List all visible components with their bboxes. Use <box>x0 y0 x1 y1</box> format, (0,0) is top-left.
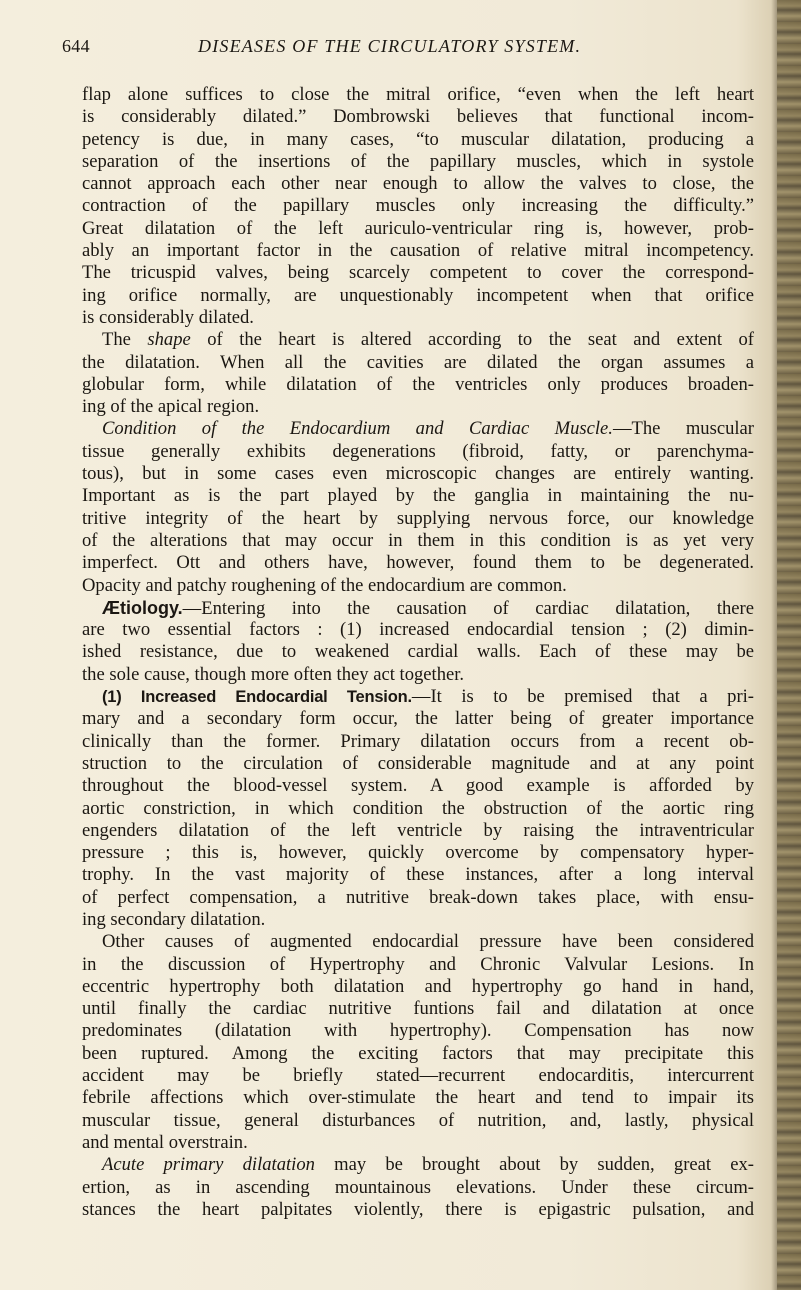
line-text: The tricuspid valves, being scarcely competent to cover the correspond- <box>82 262 754 284</box>
text-line <box>82 1065 754 1087</box>
text-line <box>82 753 754 775</box>
line-text: the sole cause, though more often they act together. <box>82 663 465 685</box>
text-line <box>82 1043 754 1065</box>
text-line <box>82 374 754 396</box>
text-line <box>82 463 754 485</box>
line-text: febrile affections which over-stimulate the heart and tend to impair its <box>82 1087 754 1109</box>
line-text: is considerably dilated.” Dombrowski believes that functional incom- <box>82 106 754 128</box>
text-line <box>82 396 754 418</box>
line-text: trophy. In the vast majority of these instances, after a long interval <box>82 864 754 886</box>
line-text: ably an important factor in the causation of relative mitral incompetency. <box>82 240 754 262</box>
text-line <box>82 1154 754 1176</box>
text-line <box>82 619 754 641</box>
line-text: flap alone suffices to close the mitral orifice, “even when the left heart <box>82 84 754 105</box>
text-line <box>82 1087 754 1109</box>
text-line <box>82 173 754 195</box>
line-text: of the alterations that may occur in them in this condition is as yet very <box>82 529 754 551</box>
text-line <box>82 485 754 507</box>
text-line <box>82 998 754 1020</box>
text-line <box>82 441 754 463</box>
text-line <box>82 329 754 351</box>
line-text: and mental overstrain. <box>82 1131 248 1153</box>
text-line <box>82 909 754 931</box>
line-text: Opacity and patchy roughening of the endocardium are common. <box>82 574 567 596</box>
line-text: mary and a secondary form occur, the latter being of greater importance <box>82 708 754 730</box>
line-text: —It is to be premised that a pri- <box>411 686 754 708</box>
text-line <box>82 1199 754 1221</box>
text-line <box>82 352 754 374</box>
text-line <box>82 195 754 217</box>
line-text: clinically than the former. Primary dilatation occurs from a recent ob- <box>82 730 754 752</box>
text-line <box>82 708 754 730</box>
text-line <box>82 820 754 842</box>
text-line <box>82 1110 754 1132</box>
line-text: Great dilatation of the left auriculo-ventricular ring is, however, prob- <box>82 217 754 239</box>
line-text: tissue generally exhibits degenerations (fibroid, fatty, or parenchyma- <box>82 440 754 462</box>
line-text: tritive integrity of the heart by supplying nervous force, our knowledge <box>82 507 754 529</box>
book-binding-edge <box>777 0 801 1290</box>
line-text: contraction of the papillary muscles only increasing the difficulty.” <box>82 195 754 217</box>
text-line <box>82 508 754 530</box>
line-text: struction to the circulation of considerable magnitude and at any point <box>82 752 754 774</box>
text-line <box>82 931 754 953</box>
line-text: eccentric hypertrophy both dilatation and hypertrophy go hand in hand, <box>82 975 754 997</box>
running-head <box>62 36 762 62</box>
line-text: is considerably dilated. <box>82 306 254 328</box>
text-line <box>82 641 754 663</box>
line-text: Other causes of augmented endocardial pressure have been considered <box>102 931 754 953</box>
line-text: throughout the blood-vessel system. A good example is afforded by <box>82 775 754 797</box>
line-text: aortic constriction, in which condition the obstruction of the aortic ring <box>82 797 754 819</box>
text-line <box>82 864 754 886</box>
text-line <box>82 887 754 909</box>
line-text: stances the heart palpitates violently, there is epigastric pulsation, and <box>82 1198 754 1220</box>
line-text: engenders dilatation of the left ventricle by raising the intraventricular <box>82 819 754 841</box>
body-text <box>82 84 754 1221</box>
line-text: The <box>102 329 148 351</box>
text-line <box>82 842 754 864</box>
text-line <box>82 307 754 329</box>
text-line <box>82 664 754 686</box>
line-text: tous), but in some cases even microscopic changes are entirely wanting. <box>82 463 754 485</box>
italic-phrase: Condition of the Endocardium and Cardiac Muscle. <box>102 418 613 440</box>
line-text: ing secondary dilatation. <box>82 908 266 930</box>
text-line <box>82 418 754 440</box>
line-text: —The muscular <box>612 418 754 440</box>
line-text: petency is due, in many cases, “to muscular dilatation, producing a <box>82 128 754 150</box>
text-line <box>82 954 754 976</box>
text-line <box>82 575 754 597</box>
text-line <box>82 731 754 753</box>
text-line <box>82 1020 754 1042</box>
line-text: Important as is the part played by the ganglia in maintaining the nu- <box>82 485 754 507</box>
line-text: pressure ; this is, however, quickly overcome by compensatory hyper- <box>82 842 754 864</box>
line-text: ing of the apical region. <box>82 396 260 418</box>
line-text: —Entering into the causation of cardiac dilatation, there <box>182 597 754 619</box>
text-line <box>82 798 754 820</box>
running-head-title: DISEASES OF THE CIRCULATORY SYSTEM. <box>198 36 582 56</box>
text-line <box>82 1177 754 1199</box>
line-text: ished resistance, due to weakened cardial walls. Each of these may be <box>82 641 754 663</box>
line-text: ertion, as in ascending mountainous elevations. Under these circum- <box>82 1176 754 1198</box>
text-line <box>82 597 754 619</box>
line-text: until finally the cardiac nutritive funtions fail and dilatation at once <box>82 998 754 1020</box>
text-line <box>82 240 754 262</box>
line-text: ing orifice normally, are unquestionably incompetent when that orifice <box>82 284 754 306</box>
line-text: in the discussion of Hypertrophy and Chronic Valvular Lesions. In <box>82 953 754 975</box>
line-text: separation of the insertions of the papillary muscles, which in systole <box>82 150 754 172</box>
text-line <box>82 686 754 708</box>
text-line <box>82 976 754 998</box>
line-text: predominates (dilatation with hypertrophy). Compensation has now <box>82 1020 754 1042</box>
text-line <box>82 285 754 307</box>
text-line <box>82 1132 754 1154</box>
text-line <box>82 129 754 151</box>
line-text: cannot approach each other near enough to allow the valves to close, the <box>82 173 754 195</box>
line-text: accident may be briefly stated—recurrent endocarditis, intercurrent <box>82 1065 754 1087</box>
section-heading: (1) Increased Endocardial Tension. <box>102 688 412 707</box>
line-text: of perfect compensation, a nutritive break-down takes place, with ensu- <box>82 886 754 908</box>
text-line <box>82 552 754 574</box>
line-text: been ruptured. Among the exciting factors that may precipitate this <box>82 1042 754 1064</box>
text-line <box>82 775 754 797</box>
text-line <box>82 151 754 173</box>
italic-phrase: Acute primary dilatation <box>102 1154 315 1176</box>
page-number: 644 <box>62 36 90 56</box>
line-text: the dilatation. When all the cavities are dilated the organ assumes a <box>82 351 754 373</box>
text-line <box>82 84 754 106</box>
line-text: muscular tissue, general disturbances of nutrition, and, lastly, physical <box>82 1109 754 1131</box>
line-text: imperfect. Ott and others have, however, found them to be degenerated. <box>82 552 754 574</box>
line-text: globular form, while dilatation of the ventricles only produces broaden- <box>82 373 754 395</box>
text-line <box>82 530 754 552</box>
section-heading: Ætiology. <box>102 597 183 618</box>
text-line <box>82 106 754 128</box>
line-text: of the heart is altered according to the seat and extent of <box>190 329 754 351</box>
text-line <box>82 262 754 284</box>
line-text: may be brought about by sudden, great ex- <box>314 1154 754 1176</box>
italic-phrase: shape <box>147 329 191 351</box>
line-text: are two essential factors : (1) increased endocardial tension ; (2) dimin- <box>82 619 754 641</box>
text-line <box>82 218 754 240</box>
